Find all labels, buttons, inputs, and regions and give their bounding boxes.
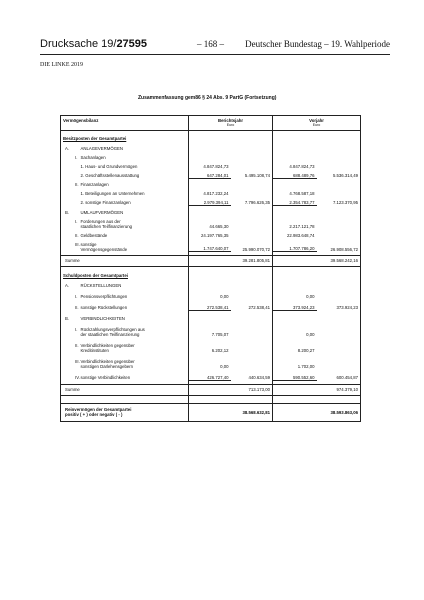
row-label-line: sonstige [80, 241, 97, 247]
value-prior: 4.768.587,18 [273, 191, 317, 196]
value-prior: 688.489,76 [273, 173, 317, 179]
row-label: Pensionsverpflichtungen [80, 293, 128, 299]
net-assets-label-line: Reinvermögen der Gesamtpartei [65, 407, 132, 412]
value-prior: 2.354.783,77 [273, 200, 317, 206]
sum-prior: 39.568.242,16 [317, 256, 361, 267]
net-assets-label-line: positiv ( + ) oder negativ ( - ) [65, 412, 123, 417]
net-assets-prior: 38.593.863,06 [317, 404, 361, 422]
table-row [61, 219, 361, 229]
subtotal-current: 5.495.108,74 [244, 172, 271, 178]
subtotal-prior: 5.536.314,49 [317, 173, 361, 179]
row-number: II. [61, 343, 79, 353]
value-current: 0,00 [189, 294, 231, 299]
row-label: Geldbestände [80, 232, 108, 238]
row-number: I. [61, 294, 79, 299]
row-label [79, 219, 189, 229]
row-label [79, 343, 189, 353]
subtotal-current: 272.538,41 [248, 304, 271, 310]
page-header [40, 38, 390, 52]
row-label [79, 242, 189, 252]
net-assets-label [61, 404, 189, 422]
value-current: 44.665,30 [189, 219, 231, 229]
row-label: sonstige Rückstellungen [80, 304, 128, 310]
value-current: 2.979.394,11 [189, 200, 231, 206]
row-label-line: Kreditinstituten [80, 348, 109, 353]
value-current: 24.197.765,35 [189, 233, 231, 238]
row-label: RÜCKSTELLUNGEN [80, 282, 122, 288]
row-number: IV. [61, 375, 79, 381]
sum-row [61, 385, 361, 396]
row-number: II. [61, 233, 79, 238]
value-prior: 590.552,60 [273, 375, 317, 381]
row-label-line: sonstigen Darlehensgebern [80, 364, 134, 369]
table-header-row [61, 116, 361, 131]
row-label: 1. Beteiligungen an Unternehmen [80, 191, 145, 196]
subtotal-prior: 7.123.370,95 [317, 200, 361, 206]
value-current: 7.705,07 [189, 327, 231, 337]
subtotal-current: 25.990.070,72 [242, 246, 271, 252]
value-prior: 373.924,23 [273, 305, 317, 311]
subtotal-current: 440.634,59 [248, 375, 271, 380]
liabilities-section-title: Schuldposten der Gesamtpartei [61, 273, 189, 278]
table-row [61, 343, 361, 353]
value-prior: 1.707.786,20 [273, 242, 317, 252]
row-number: III. [61, 359, 79, 369]
subtotal-prior: 373.924,23 [317, 305, 361, 311]
value-current: 4.817.232,24 [189, 191, 231, 196]
row-label-line: staatlichen Teilfinanzierung [80, 223, 133, 229]
value-current: 4.847.824,73 [189, 164, 231, 169]
row-label-line: Vermögensgegenstände [80, 246, 128, 252]
summary-title: Zusammenfassung gem86 § 24 Abs. 9 PartG (Fortsetzung) [138, 95, 277, 101]
row-number: I. [61, 327, 79, 337]
row-label: Finanzanlagen [80, 182, 109, 187]
row-label: ANLAGEVERMÖGEN [80, 145, 124, 151]
subtotal-prior: 26.908.556,72 [317, 242, 361, 252]
current-year-label: Berichtsjahr [217, 118, 244, 123]
row-number: A. [61, 283, 79, 288]
row-number: I. [61, 155, 79, 160]
sum-current: 713.173,00 [231, 385, 273, 396]
prior-year-label: Vorjahr [309, 118, 324, 123]
row-label-line: Rückzahlungsverpflichtungen aus [80, 327, 145, 332]
subtotal-current: 7.796.626,35 [244, 200, 271, 205]
parliament-label: Deutscher Bundestag – 19. Wahlperiode [245, 39, 390, 49]
row-number: B. [61, 316, 79, 321]
row-label: 2. Geschäftsstellenausstattung [80, 172, 140, 178]
value-current: 1.747.640,07 [189, 242, 231, 252]
row-number: I. [61, 219, 79, 229]
row-label: VERBINDLICHKEITEN [80, 316, 125, 321]
row-number: II. [61, 182, 79, 187]
net-assets-row [61, 404, 361, 422]
prior-unit: Euro [312, 123, 321, 127]
value-prior: 22.983.648,74 [273, 233, 317, 238]
value-current: 0,00 [189, 359, 231, 369]
value-prior: 4.847.824,73 [273, 164, 317, 169]
value-prior: 2.217.121,78 [273, 219, 317, 229]
column-header-label: Vermögensbilanz [61, 116, 189, 131]
row-label [79, 327, 189, 337]
row-label: UMLAUFVERMÖGEN [80, 209, 124, 215]
header-divider [40, 54, 390, 55]
sum-label: Summe [61, 256, 189, 267]
row-label: 2. sonstige Finanzanlagen [80, 200, 131, 205]
column-header-prior [273, 116, 361, 131]
sum-prior: 974.379,10 [317, 385, 361, 396]
column-header-current [189, 116, 273, 131]
balance-sheet-table [60, 115, 361, 422]
row-label: 1. Haus- und Grundvermögen [80, 163, 138, 169]
value-prior: 0,00 [273, 294, 317, 299]
row-number: A. [61, 146, 79, 151]
row-label-line: Forderungen aus der [80, 218, 121, 224]
table-row [61, 359, 361, 369]
row-number: III. [61, 242, 79, 252]
sum-row [61, 256, 361, 267]
row-label: sonstige Verbindlichkeiten [80, 375, 131, 380]
assets-section-title: Besitzposten der Gesamtpartei [61, 136, 189, 141]
table-row [61, 327, 361, 337]
row-label-line: der staatlichen Teilfinanzierung [80, 332, 140, 337]
document-number [40, 38, 147, 50]
party-year: DIE LINKE 2019 [40, 62, 83, 68]
sum-current: 39.281.805,81 [231, 256, 273, 267]
value-prior: 1.702,00 [273, 359, 317, 369]
row-number: II. [61, 305, 79, 311]
value-current: 426.727,40 [189, 375, 231, 381]
value-current: 272.538,41 [189, 305, 231, 311]
net-assets-current: 38.568.632,81 [231, 404, 273, 422]
row-label [79, 359, 189, 369]
document-label: Drucksache 19/ [40, 38, 117, 50]
row-label: Sachanlagen [80, 154, 106, 160]
row-number: B. [61, 210, 79, 215]
value-current: 647.284,01 [189, 173, 231, 179]
table-row [61, 242, 361, 252]
subtotal-prior: 600.454,87 [317, 375, 361, 381]
value-current: 6.202,12 [189, 343, 231, 353]
page-number: – 168 – [197, 39, 224, 49]
row-label-line: Verbindlichkeiten gegenüber [80, 359, 135, 364]
value-prior: 0,00 [273, 327, 317, 337]
sum-label: Summe [61, 385, 189, 396]
current-unit: Euro [226, 123, 235, 127]
value-prior: 8.200,27 [273, 343, 317, 353]
document-number-bold: 27595 [116, 38, 148, 50]
row-label-line: Verbindlichkeiten gegenüber [80, 343, 135, 348]
